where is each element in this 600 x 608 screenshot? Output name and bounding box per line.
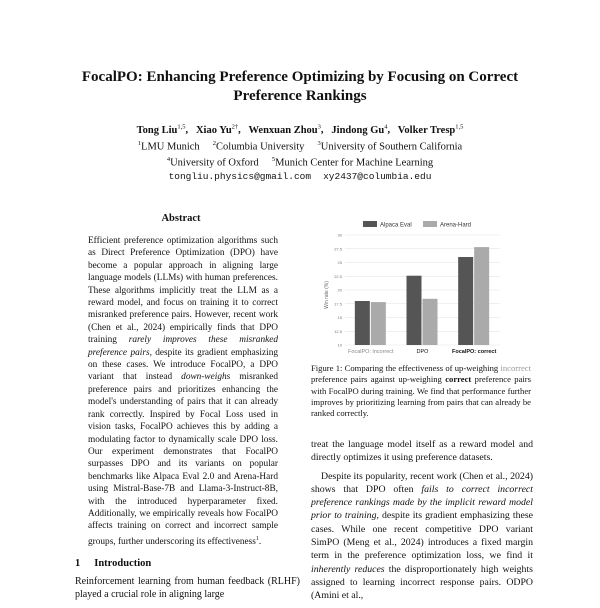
- y-tick-label-2: 15: [337, 315, 342, 320]
- author-2: Xiao $Yu^{2\dagger}$: [195, 123, 239, 136]
- right-paragraph-1: treat the language model itself as a reward model and directly optimizes it using preference datasets.: [311, 439, 533, 464]
- x-tick-labels: [348, 349, 496, 355]
- legend-swatch-alpaca: [363, 221, 377, 227]
- author-1: Tong Liu$^{1,5}$: [136, 123, 186, 136]
- author-4: Jindong Gu$^4$: [331, 123, 388, 136]
- bar-alpaca-1: [407, 276, 422, 345]
- y-tick-label-8: 30: [337, 232, 342, 238]
- bar-arena-1: [423, 299, 438, 345]
- right-paragraph-2: Despite its popularity, recent work (Chen et al., 2024) shows that DPO often fails to correct incorrect preference rankings made by the implicit reward model prior to training, despite its gradient emphasizing these cases. While one recent competitive DPO variant SimPO (Meng et al., 2024) introduces a fixed margin term in the preference optimization loss, we find it inherently reduces the disproportionately high weights assigned to learning incorrect response pairs. ODPO (Amini et al.,: [311, 470, 533, 602]
- bar-alpaca-0: [355, 301, 370, 345]
- email-1[interactable]: tongliu.physics@gmail.com: [168, 170, 312, 182]
- section-heading: [75, 558, 165, 569]
- chart-legend: [363, 221, 471, 229]
- affiliations-line-2: $^4$University of Oxford $^5$Munich Center for Machine Learning: [166, 156, 434, 169]
- affiliations-line-1: $^1$LMU Munich $^2$Columbia University $^3$University of Southern California: [137, 139, 463, 152]
- x-tick-label-2: FocalPO: correct: [452, 349, 497, 355]
- bar-arena-2: [474, 247, 489, 345]
- y-tick-label-0: 10: [337, 342, 342, 348]
- author-3: Wenxuan Zhou$^3$: [248, 123, 321, 136]
- author-names: Tong Liu$^{1,5}$, Xiao $Yu^{2\dagger}$, Wenxuan Zhou$^3$, Jindong Gu$^4$, Volker Tresp$^{1,5}$: [136, 123, 464, 136]
- legend-label-arena: Arena-Hard: [440, 222, 472, 229]
- bars: [355, 247, 489, 345]
- y-tick-label-5: 22.5: [334, 273, 342, 279]
- author-5: Volker Tresp$^{1,5}$: [397, 123, 464, 136]
- y-tick-label-3: 17.5: [334, 301, 342, 307]
- y-tick-label-1: 12.5: [334, 328, 342, 334]
- bar-arena-0: [371, 302, 386, 345]
- author-block: [0, 120, 600, 183]
- caption-correct: correct: [445, 374, 472, 385]
- bar-alpaca-2: [458, 257, 473, 345]
- figure-1-caption: Figure 1: Comparing the effectiveness of up-weighing incorrect preference pairs against up-weighing correct preference pairs with FocalPO during training. We find that performance further improves by prioritizing learning from pairs that can already be ranked correctly.: [311, 363, 531, 419]
- author-emails: [0, 170, 600, 183]
- right-column-text: [311, 438, 533, 608]
- section-title: Introduction: [94, 558, 152, 569]
- y-tick-label-7: 27.5: [334, 246, 342, 252]
- legend-swatch-arena: [423, 221, 437, 227]
- footnote-mark: 1: [255, 535, 259, 542]
- abstract-body: Efficient preference optimization algorithms such as Direct Preference Optimization (DPO) have become a popular approach in aligning large language models (LLMs) with human preferences. These algorithms implicitly treat the LLM as a reward model, and focus on training it to correct misranked preference pairs. However, recent work (Chen et al., 2024) empirically finds that DPO training rarely improves these misranked preference pairs, despite its gradient emphasizing on these cases. We introduce FocalPO, a DPO variant that instead down-weighs misranked preference pairs and prioritizes enhancing the model's understanding of pairs that it can already rank correctly. Inspired by Focal Loss used in vision tasks, FocalPO achieves this by adding a modulating factor to dynamically scale DPO loss. Our experiment demonstrates that FocalPO surpasses DPO and its variants on popular benchmarks like Alpaca Eval 2.0 and Arena-Hard using Mistral-Base-7B and Llama-3-Instruct-8B, with the introduced hyperparameter fixed. Additionally, we empirically reveals how FocalPO affects training on correct and incorrect sample groups, further underscoring its effectiveness$^1$.: [88, 236, 278, 547]
- title-line-1: FocalPO: Enhancing Preference Optimizing by Focusing on Correct: [81, 69, 519, 85]
- caption-incorrect: incorrect: [500, 363, 531, 373]
- intro-text: Reinforcement learning from human feedback (RLHF) played a crucial role in aligning large: [75, 576, 300, 600]
- title-line-2: Preference Rankings: [233, 88, 367, 104]
- legend-label-alpaca: Alpaca Eval: [380, 222, 412, 229]
- y-tick-label-4: 20: [337, 287, 342, 293]
- paper-title: [0, 68, 600, 106]
- y-tick-label-6: 25: [337, 260, 342, 265]
- y-axis-label: Win rate (%): [324, 281, 330, 309]
- abstract-heading: Abstract: [161, 213, 201, 224]
- x-tick-label-1: DPO: [416, 349, 429, 355]
- section-number: 1: [75, 558, 81, 569]
- x-tick-label-0: FocalPO: incorrect: [348, 349, 394, 355]
- figure-1-chart: [315, 215, 505, 360]
- email-2[interactable]: xy2437@columbia.edu: [323, 170, 432, 182]
